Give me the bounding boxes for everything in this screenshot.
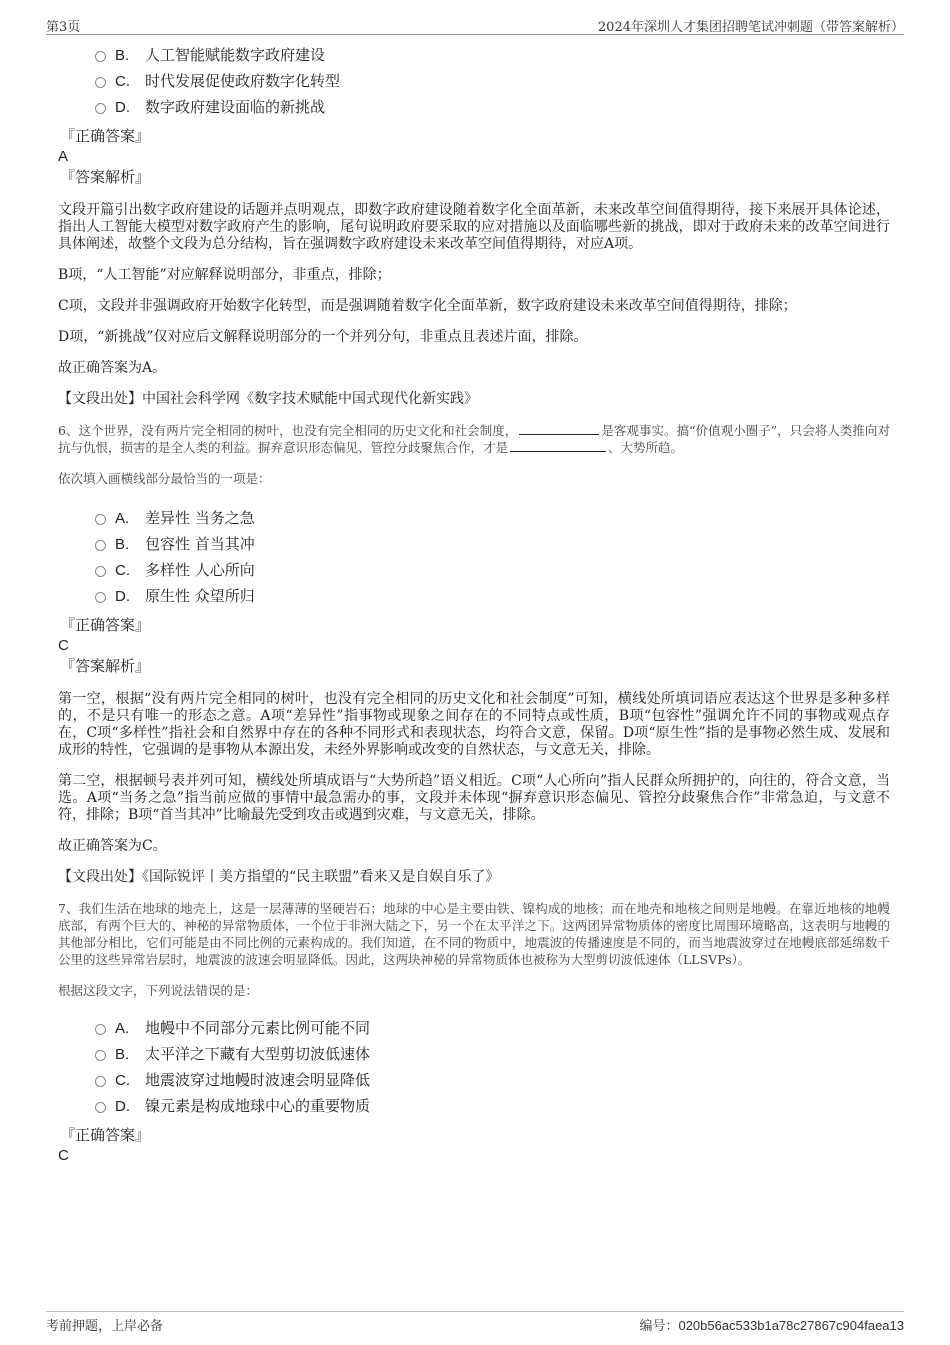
q5-analysis-label: 『答案解析』: [60, 168, 151, 186]
q6-prompt: 依次填入画横线部分最恰当的一项是：: [58, 471, 271, 486]
q7-option-d[interactable]: D. 镍元素是构成地球中心的重要物质: [95, 1093, 890, 1119]
q5-analysis-p2: B项，“人工智能”对应解释说明部分，非重点，排除；: [58, 267, 391, 283]
q5-option-d[interactable]: D. 数字政府建设面临的新挑战: [95, 94, 890, 120]
q5-answer: A: [58, 148, 69, 165]
page-header: [46, 14, 904, 35]
radio-icon[interactable]: [95, 1102, 106, 1113]
q5-options: [95, 42, 890, 120]
q7-options: [95, 1015, 890, 1119]
q7-option-c[interactable]: C. 地震波穿过地幔时波速会明显降低: [95, 1067, 890, 1093]
page-content: [58, 42, 890, 1166]
q7-stem: 7、我们生活在地球的地壳上，这是一层薄薄的坚硬岩石；地球的中心是主要由铁、镍构成的地核；而在地壳和地核之间则是地幔。在靠近地核的地幔底部，有两个巨大的、神秘的异常物质体，一个位于非洲大陆之下，另一个在太平洋之下。这两团异常物质体的密度比周围环境略高，这表明与地幔的其他部分相比，它们可能是由不同比例的元素构成的。我们知道，在不同的物质中，地震波的传播速度是不同的，而当地震波穿过在地幔底部延绵数千公里的这些异常岩层时，地震波的波速会明显降低。因此，这两块神秘的异常物质体也被称为大型剪切波低速体（LLSVPs）。: [58, 901, 890, 967]
q5-analysis-p5: 故正确答案为A。: [58, 360, 167, 376]
q5-analysis-p1: 文段开篇引出数字政府建设的话题并点明观点，即数字政府建设随着数字化全面革新，未来改革空间值得期待，接下来展开具体论述，指出人工智能大模型对数字政府产生的影响，尾句说明政府要采取的应对措施以及面临哪些新的挑战，即对于政府未来的改革空间进行具体阐述，故整个文段为总分结构，旨在强调数字政府建设未来改革空间值得期待，对应A项。: [58, 202, 890, 252]
q6-answer: C: [58, 637, 69, 654]
q6-answer-label: 『正确答案』: [60, 616, 151, 634]
document-title: 2024年深圳人才集团招聘笔试冲刺题（带答案解析）: [597, 20, 904, 35]
radio-icon[interactable]: [95, 77, 106, 88]
radio-icon[interactable]: [95, 51, 106, 62]
document-id: 编号：020b56ac533b1a78c27867c904faea13: [639, 1318, 904, 1333]
q6-stem: 6、这个世界，没有两片完全相同的树叶，也没有完全相同的历史文化和社会制度， 是客观事实。搞“价值观小圈子”，只会将人类推向对抗与仇恨，损害的是全人类的利益。摒弃意识形态偏见、管控分歧聚焦合作，才是 、大势所趋。: [58, 423, 890, 455]
radio-icon[interactable]: [95, 566, 106, 577]
radio-icon[interactable]: [95, 514, 106, 525]
q6-analysis-p2: 第二空，根据顿号表并列可知，横线处所填成语与“大势所趋”语义相近。C项“人心所向”指人民群众所拥护的，向往的，符合文意，当选。A项“当务之急”指当前应做的事情中最急需办的事，文段并未体现“摒弃意识形态偏见、管控分歧聚焦合作”非常急迫，与文意不符，排除；B项“首当其冲”比喻最先受到攻击或遇到灾难，与文意无关，排除。: [58, 773, 890, 823]
radio-icon[interactable]: [95, 103, 106, 114]
radio-icon[interactable]: [95, 1050, 106, 1061]
q6-blank-2: [510, 439, 606, 452]
radio-icon[interactable]: [95, 1024, 106, 1035]
q7-answer: C: [58, 1147, 69, 1164]
q7-option-b[interactable]: B. 太平洋之下藏有大型剪切波低速体: [95, 1041, 890, 1067]
q6-analysis-p1: 第一空，根据“没有两片完全相同的树叶，也没有完全相同的历史文化和社会制度”可知，横线处所填词语应表达这个世界是多种多样的，不是只有唯一的形态之意。A项“差异性”指事物或现象之间存在的不同特点或性质，B项“包容性”强调允许不同的事物或观点存在，C项“多样性”指社会和自然界中存在的各种不同形式和表现状态，均符合文意，保留。D项“原生性”指的是事物必然生成、发展和成形的特性，它强调的是事物从本源出发，未经外界影响或改变的自然状态，与文意无关，排除。: [58, 691, 890, 758]
q6-option-b[interactable]: B. 包容性 首当其冲: [95, 531, 890, 557]
q6-option-d[interactable]: D. 原生性 众望所归: [95, 583, 890, 609]
q5-option-c[interactable]: C. 时代发展促使政府数字化转型: [95, 68, 890, 94]
page-footer: [46, 1311, 904, 1334]
q5-source: 【文段出处】中国社会科学网《数字技术赋能中国式现代化新实践》: [58, 391, 478, 407]
page-number: 第3页: [46, 20, 81, 35]
q6-options: [95, 505, 890, 609]
radio-icon[interactable]: [95, 540, 106, 551]
radio-icon[interactable]: [95, 1076, 106, 1087]
radio-icon[interactable]: [95, 592, 106, 603]
q6-blank-1: [519, 422, 599, 435]
q6-option-c[interactable]: C. 多样性 人心所向: [95, 557, 890, 583]
q7-prompt: 根据这段文字，下列说法错误的是：: [58, 983, 259, 998]
q6-analysis-label: 『答案解析』: [60, 657, 151, 675]
q6-option-a[interactable]: A. 差异性 当务之急: [95, 505, 890, 531]
q5-answer-label: 『正确答案』: [60, 127, 151, 145]
footer-slogan: 考前押题，上岸必备: [46, 1319, 164, 1334]
q7-option-a[interactable]: A. 地幔中不同部分元素比例可能不同: [95, 1015, 890, 1041]
q6-analysis-p3: 故正确答案为C。: [58, 838, 167, 854]
q6-source: 【文段出处】《国际锐评丨美方指望的“民主联盟”看来又是自娱自乐了》: [58, 869, 500, 885]
q7-answer-label: 『正确答案』: [60, 1126, 151, 1144]
q5-option-b[interactable]: B. 人工智能赋能数字政府建设: [95, 42, 890, 68]
q5-analysis-p3: C项，文段并非强调政府开始数字化转型，而是强调随着数字化全面革新，数字政府建设未来改革空间值得期待，排除；: [58, 298, 797, 314]
q5-analysis-p4: D项，“新挑战”仅对应后文解释说明部分的一个并列分句，非重点且表述片面，排除。: [58, 329, 588, 345]
